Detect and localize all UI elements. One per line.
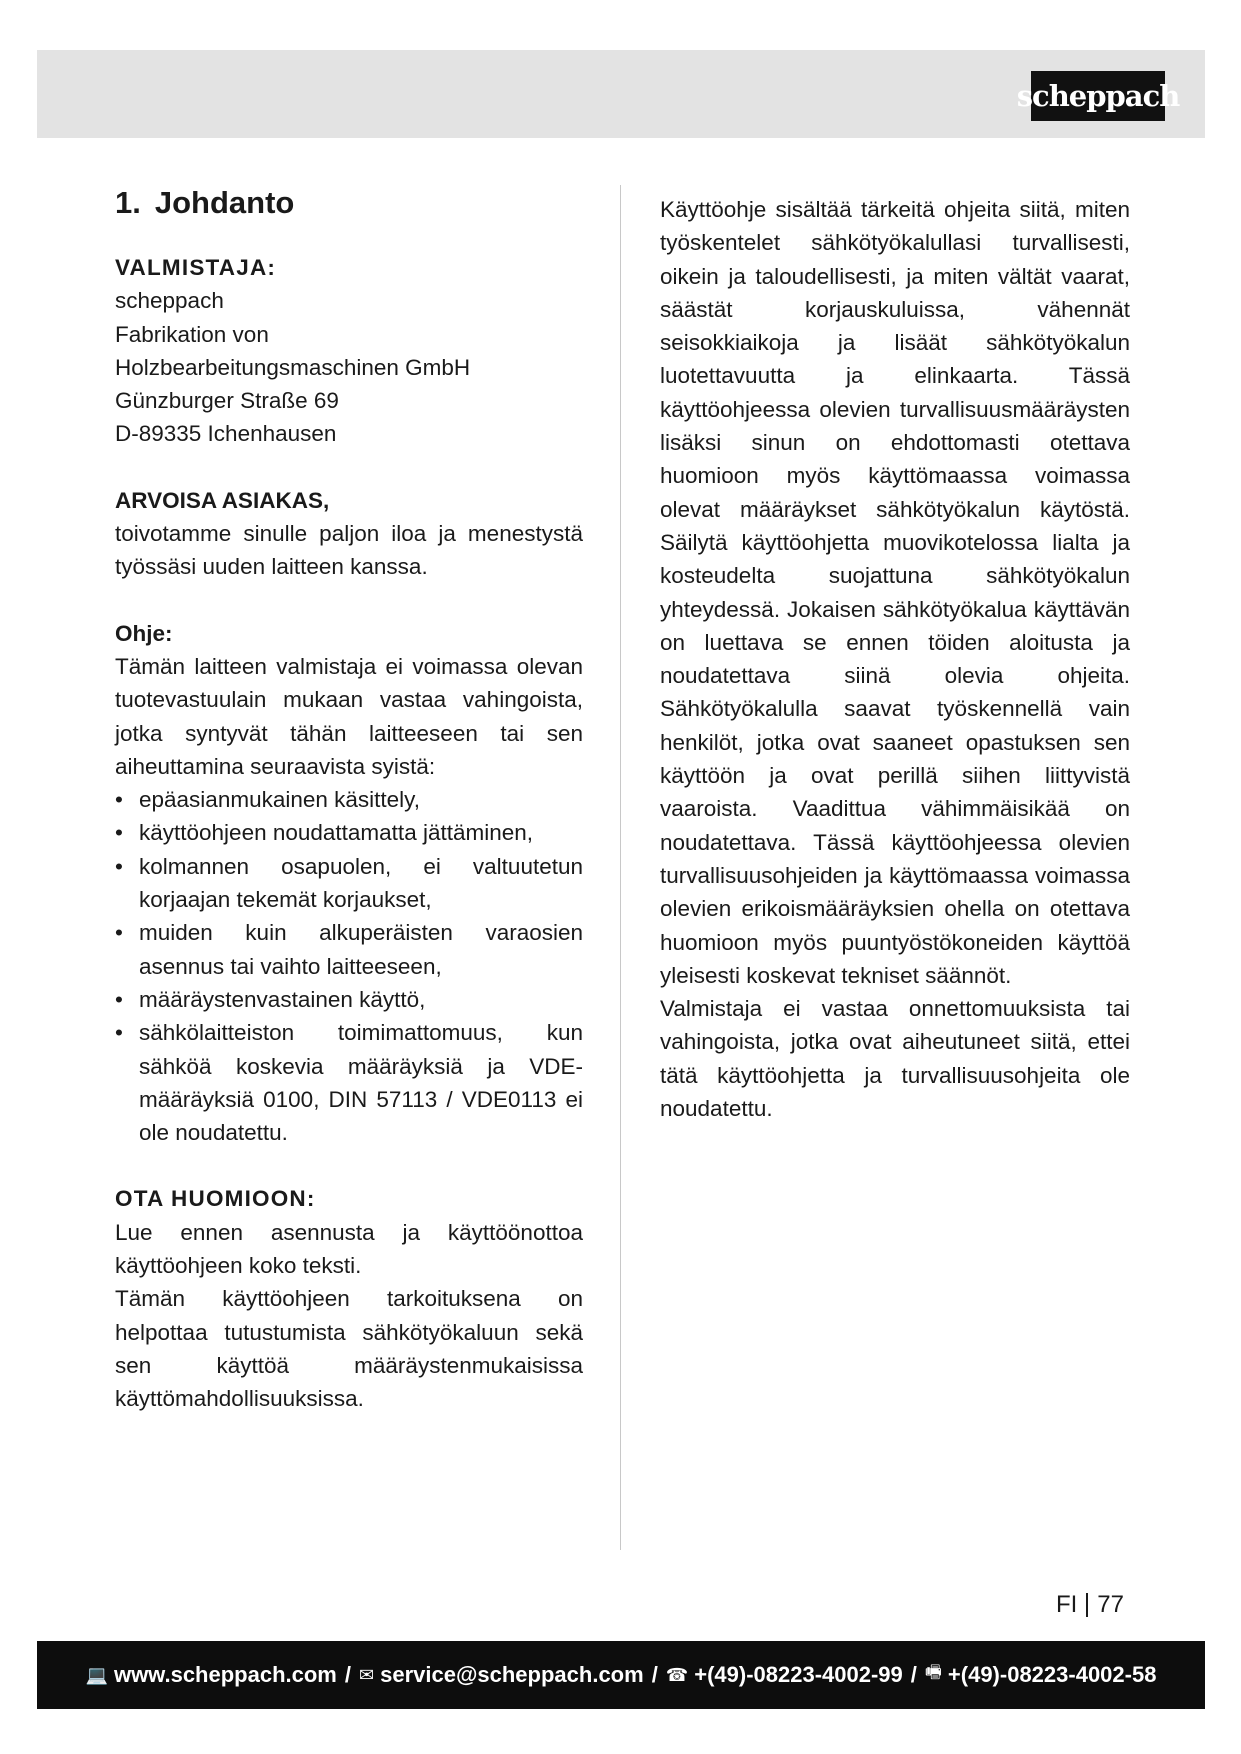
scheppach-logo: scheppach: [1031, 71, 1165, 121]
list-item: • sähkölaitteiston toimimattomuus, kun sähköä koskevia määräyksiä ja VDE-määräyksiä 0100, DIN 57113 / VDE0113 ei ole noudatettu.: [115, 1016, 583, 1149]
mail-icon: ✉: [359, 1664, 375, 1685]
email-link[interactable]: service@scheppach.com: [380, 1662, 644, 1687]
bullet-icon: •: [115, 1020, 123, 1046]
fax-icon: 🖷: [924, 1662, 942, 1682]
customer-heading: ARVOISA ASIAKAS,: [115, 487, 330, 513]
section-title-text: Johdanto: [154, 185, 295, 220]
address-line: Günzburger Straße 69: [115, 388, 339, 414]
left-column: [115, 183, 583, 1416]
page-number-value: 77: [1097, 1591, 1124, 1618]
footer-separator: /: [344, 1662, 351, 1687]
section-title: [115, 183, 583, 223]
header-band: [37, 50, 1205, 138]
liability-list: [115, 783, 583, 1149]
page-language: FI: [1055, 1591, 1078, 1618]
bullet-icon: •: [115, 920, 123, 946]
website-link[interactable]: www.scheppach.com: [113, 1662, 337, 1687]
list-item: • käyttöohjeen noudattamatta jättäminen,: [115, 816, 583, 849]
bullet-icon: •: [115, 853, 123, 879]
bullet-icon: •: [115, 986, 123, 1012]
computer-icon: 💻: [85, 1664, 108, 1685]
address-line: D-89335 Ichenhausen: [115, 421, 337, 447]
footer-separator: /: [651, 1662, 658, 1687]
bullet-icon: •: [115, 787, 123, 813]
section-number: 1.: [115, 185, 141, 220]
note-text: Tämän laitteen valmistaja ei voimassa olevan tuotevastuulain mukaan vastaa vahingoista, jotka syntyvät tähän laitteeseen tai sen aiheuttamina seuraavista syistä:: [115, 653, 583, 779]
page-number: [1056, 1591, 1124, 1619]
customer-text: toivotamme sinulle paljon iloa ja menestystä työssäsi uuden laitteen kanssa.: [115, 521, 583, 580]
list-item: • muiden kuin alkuperäisten varaosien asennus tai vaihto laitteeseen,: [115, 916, 583, 983]
attention-heading: OTA HUOMIOON:: [115, 1186, 316, 1212]
list-item: • epäasianmukainen käsittely,: [115, 783, 583, 816]
note-heading: Ohje:: [115, 620, 173, 646]
attention-text: Tämän käyttöohjeen tarkoituksena on helpottaa tutustumista sähkötyökaluun sekä sen käyttöä määräystenmukaisissa käyttömahdollisuuksissa.: [115, 1286, 583, 1412]
bullet-icon: •: [115, 820, 123, 846]
column-divider: [620, 185, 621, 1550]
address-line: scheppach: [115, 288, 224, 314]
liability-disclaimer-text: Valmistaja ei vastaa onnettomuuksista tai vahingoista, jotka ovat aiheutuneet siitä, ettei tätä käyttöohjetta ja turvallisuusohjeita ole noudatettu.: [660, 996, 1130, 1122]
page-number-separator: [1086, 1593, 1088, 1617]
phone-icon: ☎: [665, 1664, 689, 1685]
contact-footer: [37, 1641, 1205, 1709]
address-line: Fabrikation von: [115, 321, 269, 347]
list-item: • kolmannen osapuolen, ei valtuutetun korjaajan tekemät korjaukset,: [115, 850, 583, 917]
address-line: Holzbearbeitungsmaschinen GmbH: [115, 354, 471, 380]
manual-purpose-text: Käyttöohje sisältää tärkeitä ohjeita siitä, miten työskentelet sähkötyökalullasi turvallisesti, oikein ja taloudellisesti, ja miten vältät vaarat, säästät korjauskuluissa, vähennät seisokkiaikoja ja lisäät sähkötyökalun luotettavuutta ja elinkaarta. Tässä käyttöohjeessa olevien turvallisuusmääräysten lisäksi sinun on ehdottomasti otettava huomioon myös käyttömaassa voimassa olevat määräykset sähkötyökalun käytöstä. Säilytä käyttöohjetta muovikotelossa lialta ja kosteudelta suojattuna sähkötyökalun yhteydessä. Jokaisen sähkötyökalua käyttävän on luettava se ennen töiden aloitusta ja noudatettava siinä olevia ohjeita. Sähkötyökalulla saavat työskennellä vain henkilöt, jotka ovat saaneet opastuksen sen käyttöön ja ovat perillä siihen liittyvistä vaaroista. Vaadittua vähimmäisikää on noudatettava. Tässä käyttöohjeessa olevien turvallisuusohjeiden ja käyttömaassa voimassa olevien erikoismääräyksien ohella on otettava huomioon myös puuntyöstökoneiden käyttöä yleisesti koskevat tekniset säännöt.: [660, 197, 1130, 988]
phone-number[interactable]: +(49)-08223-4002-99: [694, 1662, 903, 1687]
attention-text: Lue ennen asennusta ja käyttöönottoa käyttöohjeen koko teksti.: [115, 1219, 583, 1279]
fax-number: +(49)-08223-4002-58: [947, 1662, 1157, 1687]
footer-separator: /: [910, 1662, 917, 1687]
list-item: • määräystenvastainen käyttö,: [115, 983, 583, 1016]
manufacturer-heading: VALMISTAJA:: [115, 255, 277, 280]
right-column: [660, 193, 1130, 1125]
